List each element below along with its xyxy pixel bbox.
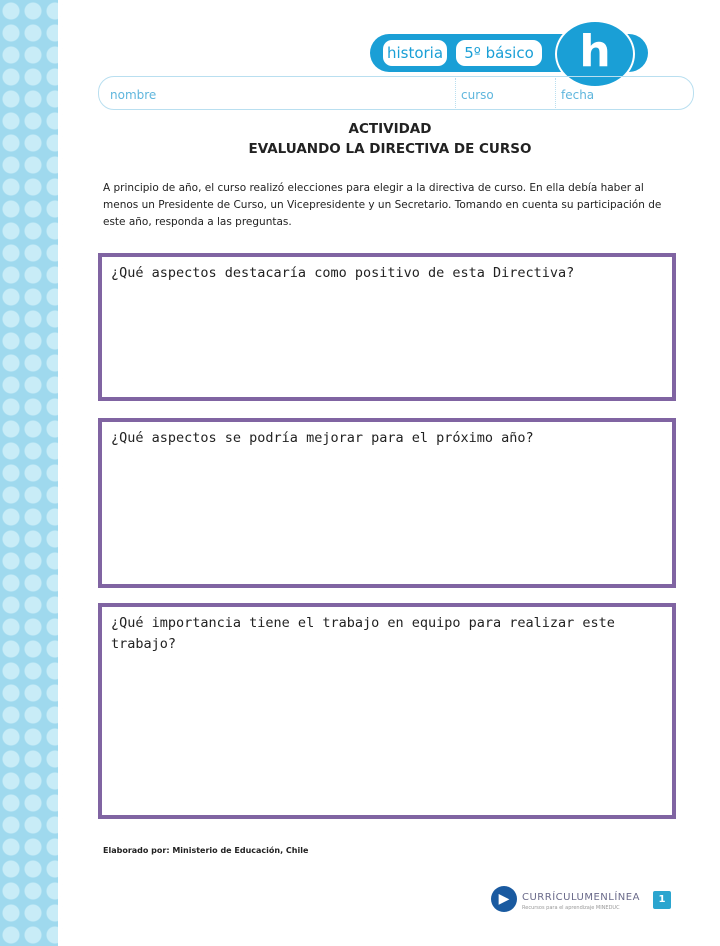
question-3: ¿Qué importancia tiene el trabajo en equipo para realizar este trabajo? — [111, 615, 615, 652]
curriculum-logo-text: CURRÍCULUMENLÍNEA — [522, 892, 640, 903]
page-number: 1 — [653, 891, 671, 909]
credit: Elaborado por: Ministerio de Educación, Chile — [103, 846, 309, 855]
instructions: A principio de año, el curso realizó elecciones para elegir a la directiva de curso. En ella debía haber al menos un Presidente de Curso, un Vicepresidente y un Secretario. Tomando en cuenta su participación de este año, responda a las preguntas. — [103, 182, 662, 228]
subject-logo: h — [555, 20, 635, 88]
grade-badge: 5º básico — [456, 40, 542, 66]
answer-box-1[interactable] — [98, 253, 676, 401]
course-field[interactable]: curso — [461, 88, 494, 102]
question-1: ¿Qué aspectos destacaría como positivo de esta Directiva? — [111, 265, 575, 281]
answer-box-2[interactable] — [98, 418, 676, 588]
play-arrow-icon: ▶ — [491, 886, 517, 912]
decorative-side-strip — [0, 0, 58, 946]
page-title: EVALUANDO LA DIRECTIVA DE CURSO — [248, 141, 532, 157]
divider — [455, 78, 456, 108]
student-info-bar — [98, 76, 694, 110]
divider — [555, 78, 556, 108]
name-field[interactable]: nombre — [110, 88, 157, 102]
activity-label: ACTIVIDAD — [348, 121, 432, 137]
question-2: ¿Qué aspectos se podría mejorar para el próximo año? — [111, 430, 534, 446]
subject-badge: historia — [383, 40, 447, 66]
date-field[interactable]: fecha — [561, 88, 595, 102]
curriculum-logo-subtext: Recursos para el aprendizaje MINEDUC — [522, 905, 620, 911]
answer-box-3[interactable] — [98, 603, 676, 819]
